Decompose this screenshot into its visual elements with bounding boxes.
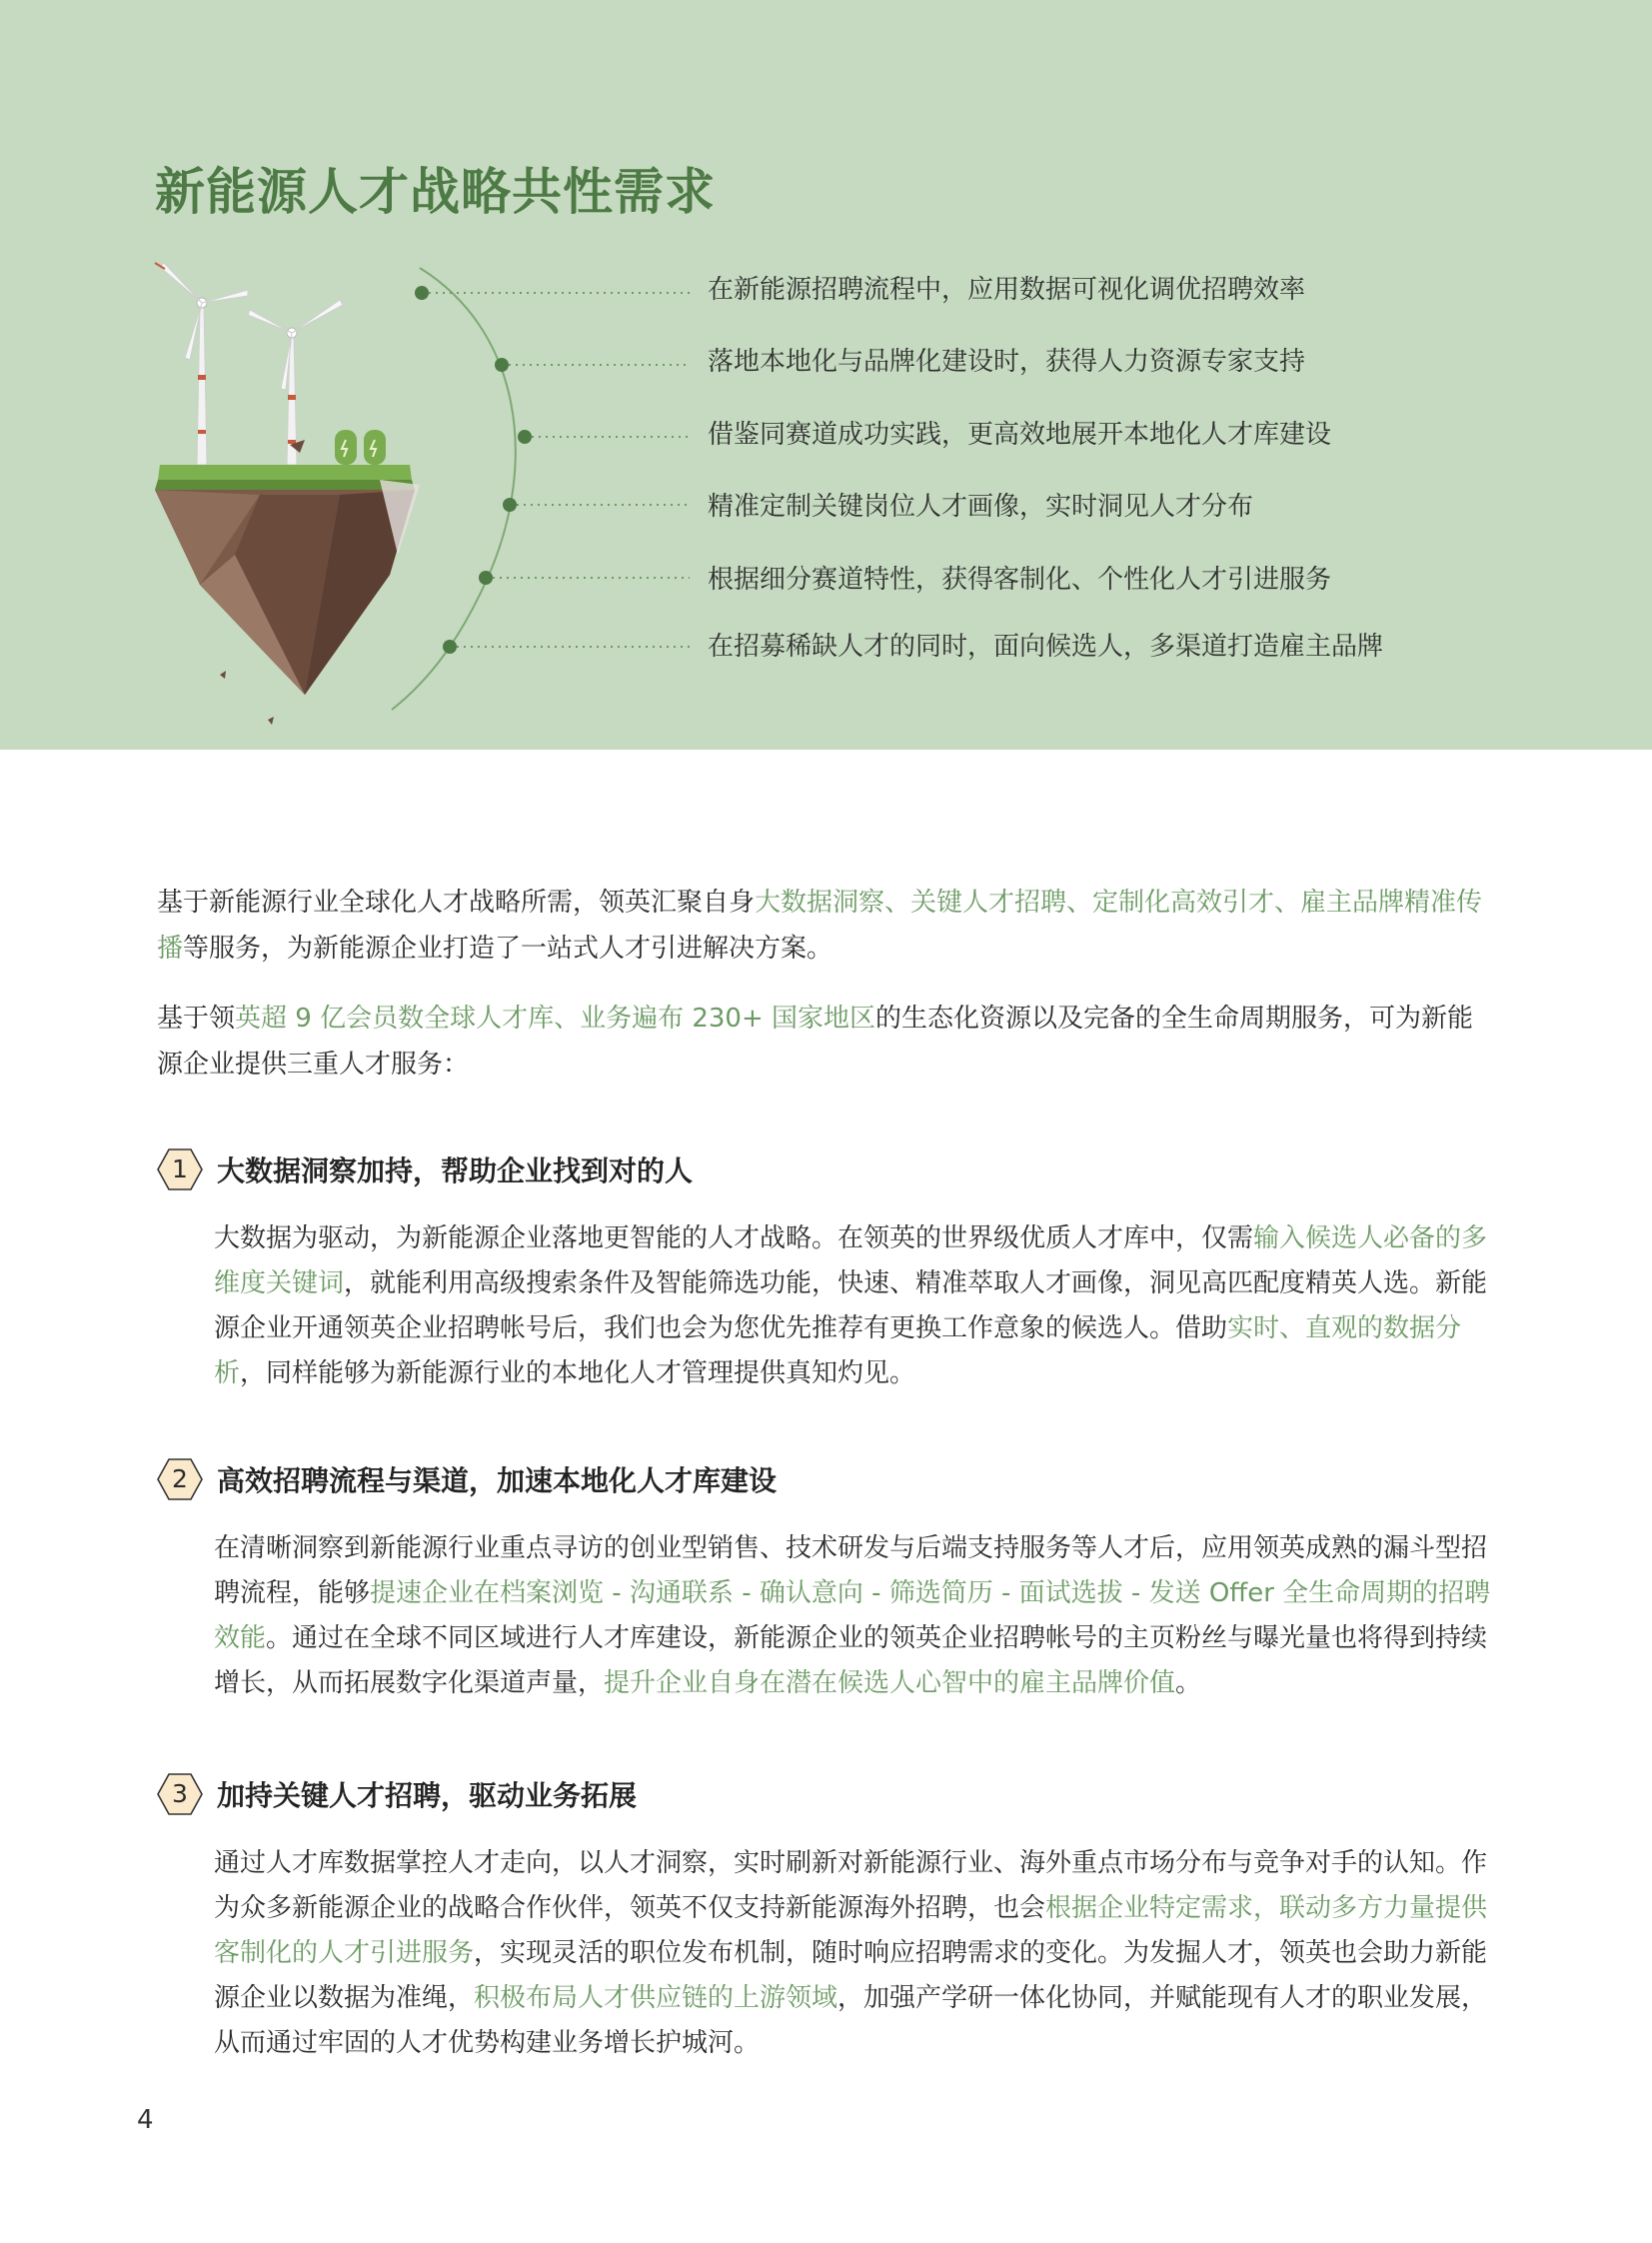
hero-point-2: 落地本地化与品牌化建设时，获得人力资源专家支持 [708,347,1306,377]
hero-point-3: 借鉴同赛道成功实践，更高效地展开本地化人才库建设 [708,420,1332,450]
service-section-2 [157,1454,1496,1706]
intro-highlight-2: 英超 9 亿会员数全球人才库、业务遍布 230+ 国家地区 [235,1004,876,1034]
bullet-dot [503,498,517,512]
section-header [157,1454,1496,1504]
intro-text [157,880,1496,1112]
section-body: 在清晰洞察到新能源行业重点寻访的创业型销售、技术研发与后端支持服务等人才后，应用领英成熟的漏斗型招聘流程，能够提速企业在档案浏览 - 沟通联系 - 确认意向 - 筛选简历 - 面试选拔 - 发送 Offer 全生命周期的招聘效能。通过在全球不同区域进行人才库建设，新能源企业的领英企业招聘帐号的主页粉丝与曝光量也将得到持续增长，从而拓展数字化渠道声量，提升企业自身在潜在候选人心智中的雇主品牌价值。 [214,1533,1491,1698]
section-title: 加持关键人才招聘，驱动业务拓展 [217,1779,638,1812]
hero-point-1: 在新能源招聘流程中，应用数据可视化调优招聘效率 [708,275,1306,305]
service-section-3 [157,1769,1496,2066]
page-number: 4 [137,2105,154,2135]
bullet-dot [415,286,429,300]
section-title: 大数据洞察加持，帮助企业找到对的人 [217,1154,694,1187]
hero-point-6: 在招募稀缺人才的同时，面向候选人，多渠道打造雇主品牌 [708,632,1384,662]
bullet-dot [443,640,457,654]
bullet-dot [495,358,509,372]
bullet-dot [479,571,493,585]
service-section-1 [157,1144,1496,1396]
hero-point-4: 精准定制关键岗位人才画像，实时洞见人才分布 [708,492,1254,522]
section-body: 通过人才库数据掌控人才走向，以人才洞察，实时刷新对新能源行业、海外重点市场分布与竞争对手的认知。作为众多新能源企业的战略合作伙伴，领英不仅支持新能源海外招聘，也会根据企业特定需求，联动多方力量提供客制化的人才引进服务，实现灵活的职位发布机制，随时响应招聘需求的变化。为发掘人才，领英也会助力新能源企业以数据为准绳，积极布局人才供应链的上游领域，加强产学研一体化协同，并赋能现有人才的职业发展，从而通过牢固的人才优势构建业务增长护城河。 [214,1848,1488,2058]
hero-title: 新能源人才战略共性需求 [155,163,716,221]
intro-paragraph-2: 基于领英超 9 亿会员数全球人才库、业务遍布 230+ 国家地区的生态化资源以及完备的全生命周期服务，可为新能源企业提供三重人才服务： [157,1004,1474,1080]
intro-highlight-1: 大数据洞察、关键人才招聘、定制化高效引才、雇主品牌精准传播 [157,888,1483,964]
section-header [157,1144,1496,1194]
hero-point-5: 根据细分赛道特性，获得客制化、个性化人才引进服务 [708,565,1332,595]
bullet-dot [518,430,532,444]
number-badge: 1 [157,1146,203,1192]
section-title: 高效招聘流程与渠道，加速本地化人才库建设 [217,1464,778,1497]
hero-banner [0,0,1652,750]
intro-paragraph-1: 基于新能源行业全球化人才战略所需，领英汇聚自身大数据洞察、关键人才招聘、定制化高效引才、雇主品牌精准传播等服务，为新能源企业打造了一站式人才引进解决方案。 [157,888,1483,964]
number-badge: 3 [157,1771,203,1817]
section-body: 大数据为驱动，为新能源企业落地更智能的人才战略。在领英的世界级优质人才库中，仅需输入候选人必备的多维度关键词，就能利用高级搜索条件及智能筛选功能，快速、精准萃取人才画像，洞见高匹配度精英人选。新能源企业开通领英企业招聘帐号后，我们也会为您优先推荐有更换工作意象的候选人。借助实时、直观的数据分析，同样能够为新能源行业的本地化人才管理提供真知灼见。 [214,1223,1488,1388]
number-badge: 2 [157,1456,203,1502]
section-header [157,1769,1496,1819]
